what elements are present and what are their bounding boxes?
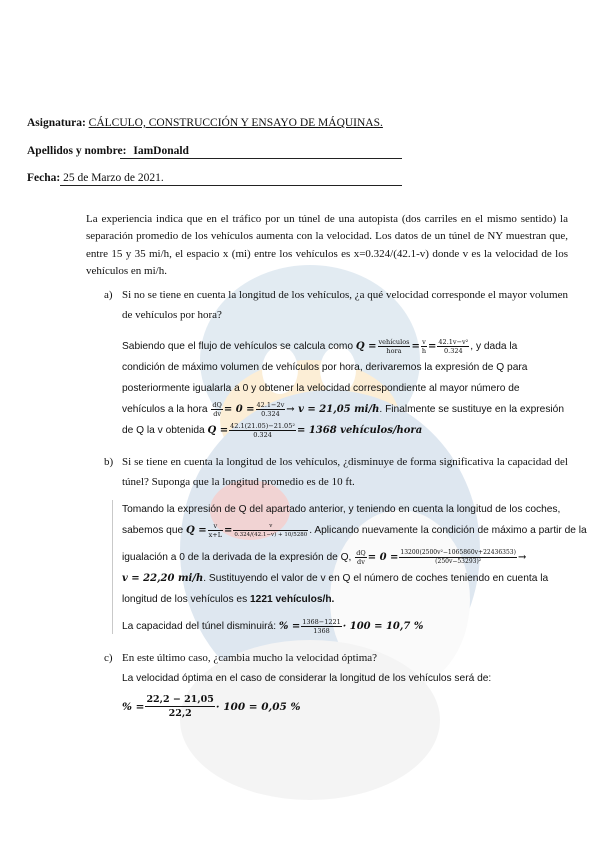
frac-q-substituted: $\frac{\text{42.1(21.05)−21.05²}}{0.324}$ [230, 421, 295, 439]
fecha-value: 25 de Marzo de 2021. [63, 172, 164, 184]
q-symbol: Q = [355, 341, 377, 352]
frac-dq-dv: $\frac{dQ}{dv}$ [212, 400, 222, 418]
answer-b-sidebar [112, 500, 113, 634]
answer-b-line-5: longitud de los vehículos es 1221 vehículos/h. [122, 594, 335, 605]
answer-a [122, 336, 570, 441]
nombre-underline [120, 158, 402, 159]
question-b-text: Si se tiene en cuenta la longitud de los vehículos, ¿disminuye de forma significativa la capacidad del túnel? Suponga que la longitud promedio es de 10 ft. [122, 456, 568, 488]
answer-b [122, 499, 587, 637]
question-c-text: En este último caso, ¿cambia mucho la velocidad óptima? [122, 652, 378, 664]
v-result-b: v = 22,20 mi/h [122, 573, 204, 584]
answer-a-line-2: condición de máximo volumen de vehículos por hora, derivaremos la expresión de Q para [122, 362, 528, 373]
answer-c-formula: % = $\frac{22,2 - 21,05}{22,2}$ · 100 = 0,05 % [122, 694, 301, 719]
question-b-marker: b) [104, 456, 114, 468]
frac-q2-expanded: $\frac{v}{0.324/(42.1-v) + 10/5280}$ [234, 522, 308, 538]
answer-b-line-3: igualación a 0 de la derivada de la expresión de Q, $\frac{dQ}{dv}$ = 0 = $\frac{\text{13200(2500v²−1065860v+22436353)}}{\text{(250v−53293)²}}$ → [122, 548, 527, 566]
answer-a-line-1: Sabiendo que el flujo de vehículos se calcula como Q = $\frac{\text{vehículos}}{\text{hora}}$ = $\frac{v}{h}$ = $\frac{\text{42.1v−v²}}{0.324}$ , y dada la [122, 337, 518, 355]
question-c-marker: c) [104, 652, 113, 664]
frac-derivative: $\frac{42.1-2v}{0.324}$ [256, 400, 285, 418]
answer-a-text-1b: , y dada la [470, 341, 518, 352]
capacity-result-b: 1221 vehículos/h. [250, 594, 335, 605]
answer-a-line-3: posteriormente igualarla a 0 y obtener la velocidad correspondiente al mayor número de [122, 383, 520, 394]
v-result-a: → v = 21,05 mi/h [286, 404, 380, 415]
answer-b-line-1: Tomando la expresión de Q del apartado anterior, y teniendo en cuenta la longitud de los coches, [122, 504, 561, 515]
frac-derivative-b: $\frac{\text{13200(2500v²−1065860v+22436353)}}{\text{(250v−53293)²}}$ [400, 548, 516, 565]
frac-dq-dv-b: $\frac{dQ}{dv}$ [356, 548, 366, 566]
answer-b-line-6: La capacidad del túnel disminuirá: % = $\frac{1368-1221}{1368}$ · 100 = 10,7 % [122, 617, 424, 635]
asignatura-value: CÁLCULO, CONSTRUCCIÓN Y ENSAYO DE MÁQUINAS. [88, 117, 383, 129]
fecha-label: Fecha: [27, 172, 61, 184]
frac-veh-hora: $\frac{\text{vehículos}}{\text{hora}}$ [378, 337, 410, 355]
fecha-underline [60, 185, 402, 186]
frac-q-expression: $\frac{\text{42.1v−v²}}{0.324}$ [438, 337, 469, 355]
answer-b-line-2: sabemos que Q = $\frac{v}{x+L}$ = $\frac{v}{0.324/(42.1-v) + 10/5280}$ . Aplicando nuevamente la condición de máximo a partir de la [122, 521, 587, 539]
answer-a-text-1: Sabiendo que el flujo de vehículos se calcula como [122, 341, 354, 352]
intro-paragraph: La experiencia indica que en el tráfico por un túnel de una autopista (dos carriles en el mismo sentido) la separación promedio de los vehículos aumenta con la velocidad. Los datos de un túnel de NY muestran que, entre 15 y 35 mi/h, el espacio x (mi) entre los vehículos es x=0.324/(42.1-v) donde v es la velocidad de los vehículos en mi/h. [86, 213, 568, 278]
question-a-marker: a) [104, 289, 113, 301]
pct-result-c: · 100 = 0,05 % [215, 701, 301, 714]
frac-pct-b: $\frac{1368-1221}{1368}$ [302, 617, 341, 635]
asignatura-label: Asignatura: [27, 117, 86, 129]
frac-q2: $\frac{v}{x+L}$ [208, 521, 223, 539]
nombre-label: Apellidos y nombre: [27, 145, 127, 157]
frac-v-h: $\frac{v}{h}$ [421, 337, 427, 355]
question-a-text: Si no se tiene en cuenta la longitud de los vehículos, ¿a qué velocidad corresponde el mayor volumen de vehículos por hora? [122, 289, 568, 321]
answer-a-line-4: vehículos a la hora $\frac{dQ}{dv}$ = 0 = $\frac{42.1-2v}{0.324}$ → v = 21,05 mi/h. Finalmente se sustituye en la expresión [122, 400, 565, 418]
asignatura-row [27, 117, 383, 129]
answer-a-line-5: de Q la v obtenida Q = $\frac{\text{42.1(21.05)−21.05²}}{0.324}$ = 1368 vehículos/hora [122, 421, 423, 439]
fecha-row [27, 172, 164, 184]
answer-c-line-1: La velocidad óptima en el caso de considerar la longitud de los vehículos será de: [122, 673, 492, 684]
pct-result-b: · 100 = 10,7 % [342, 621, 424, 632]
q-result-a: = 1368 vehículos/hora [296, 425, 423, 436]
answer-b-line-4: v = 22,20 mi/h. Sustituyendo el valor de v en Q el número de coches teniendo en cuenta la [122, 573, 549, 584]
nombre-value: IamDonald [133, 145, 189, 157]
nombre-row [27, 145, 189, 157]
frac-pct-c: $\frac{22,2 - 21,05}{22,2}$ [146, 694, 214, 719]
